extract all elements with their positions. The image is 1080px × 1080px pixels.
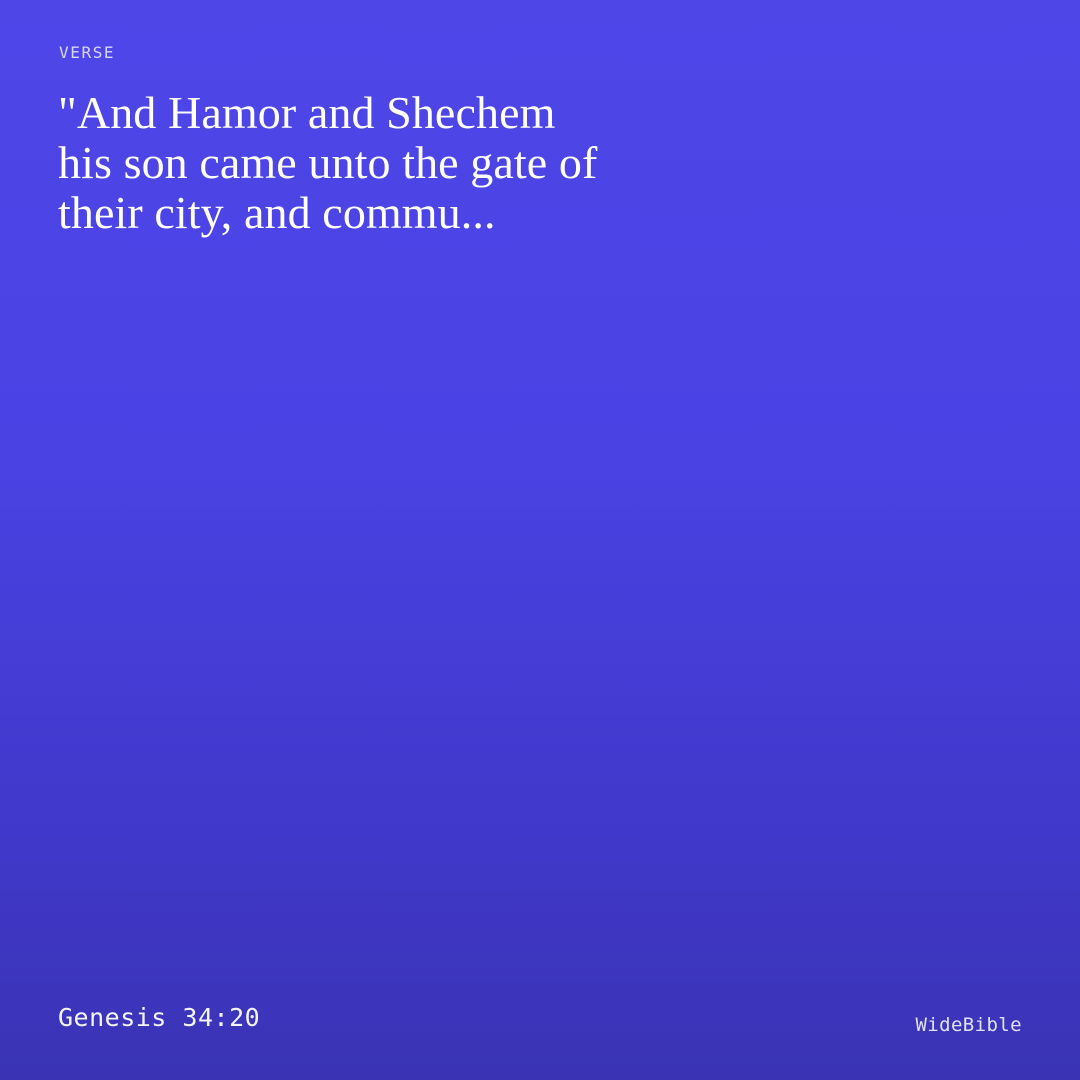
verse-text: "And Hamor and Shechem his son came unto the gate of their city, and commu...: [58, 87, 598, 239]
verse-kicker-label: VERSE: [59, 43, 116, 62]
brand-wordmark: WideBible: [915, 1014, 1022, 1036]
verse-reference: Genesis 34:20: [58, 1003, 261, 1032]
